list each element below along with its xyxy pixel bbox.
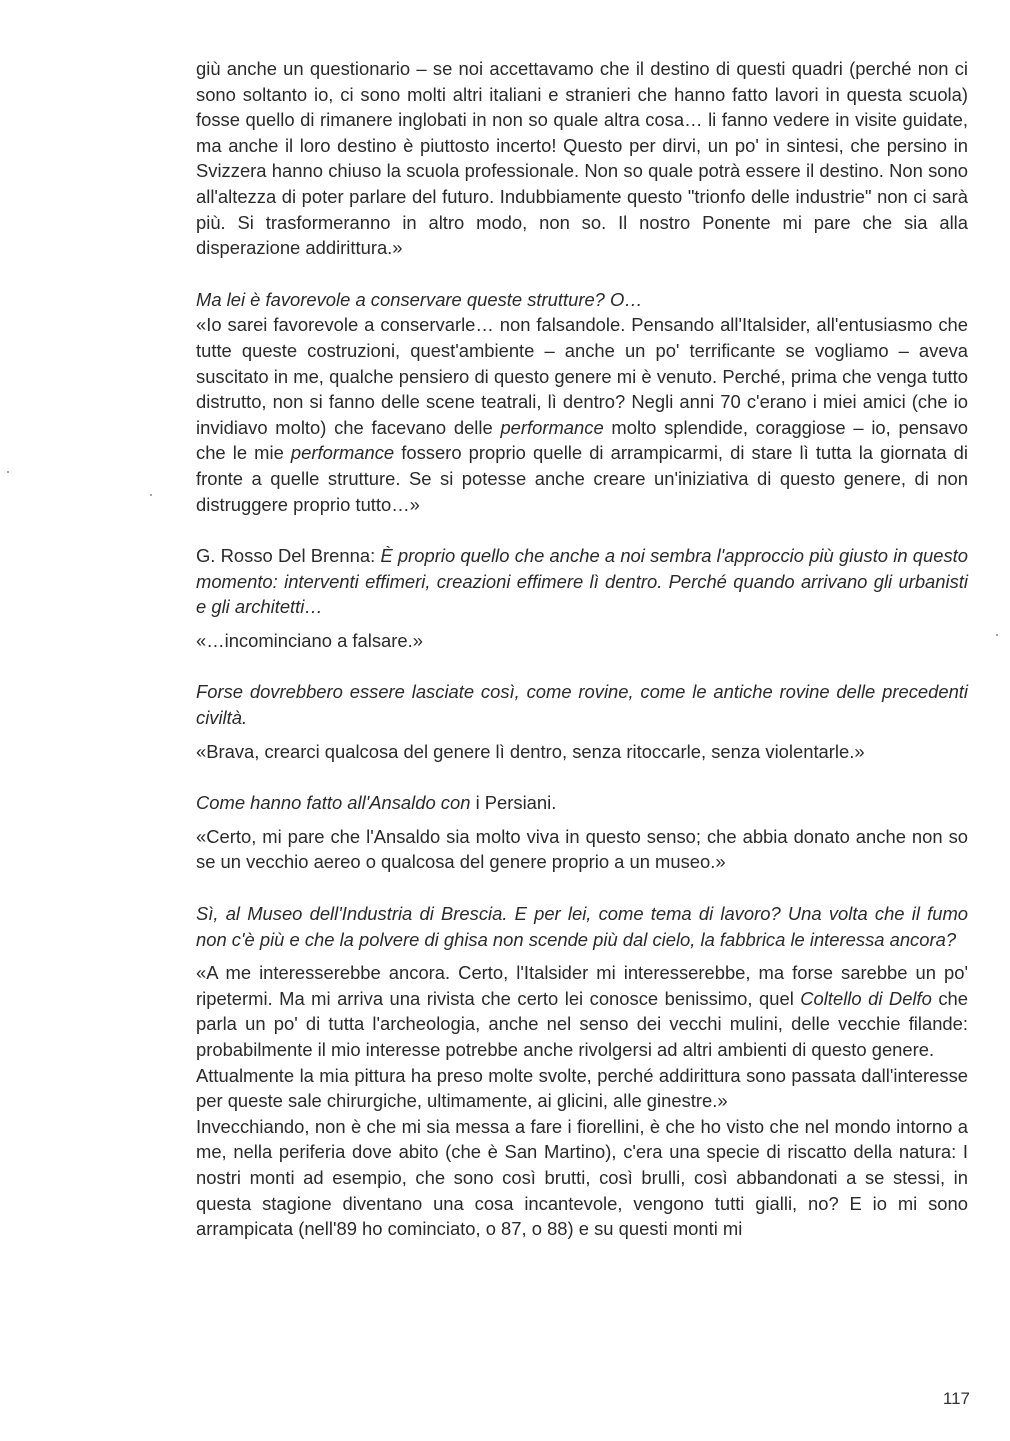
margin-mark	[996, 634, 998, 636]
speaker-name: G. Rosso Del Brenna:	[196, 545, 381, 567]
answer-emphasis: performance	[500, 416, 604, 438]
answer-emphasis: Coltello di Delfo	[800, 987, 932, 1009]
question-ephemeral	[196, 543, 968, 620]
answer-text: «A me interesserebbe ancora. Certo, l'Italsider mi interesserebbe, ma forse sarebbe un po' ripetermi. Ma mi arriva una rivista che certo lei conosce benissimo, quel	[196, 962, 968, 1009]
answer-painting-turns: Attualmente la mia pittura ha preso molte svolte, perché addirittura sono passata dall'interesse per queste sale chirurgiche, ultimamente, ai glicini, alle ginestre.»	[196, 1064, 968, 1112]
question-text: È proprio quello che anche a noi sembra l'approccio più giusto in questo momento: interventi effimeri, creazioni effimere lì dentro. Perché quando arrivano gli urbanisti e gli architetti…	[196, 545, 968, 618]
question-ruins: Forse dovrebbero essere lasciate così, come rovine, come le antiche rovine delle precedenti civiltà.	[196, 681, 968, 729]
answer-text: che parla un po' di tutta l'archeologia, anche nel senso dei vecchi mulini, delle vecchie filande: probabilmente il mio interesse potrebbe anche rivolgersi ad altri ambienti di questo genere.	[196, 987, 968, 1060]
question-conserve-structures: Ma lei è favorevole a conservare queste strutture? O…	[196, 288, 643, 310]
answer-nature: Invecchiando, non è che mi sia messa a fare i fiorellini, è che ho visto che nel mondo intorno a me, nella periferia dove abito (che è San Martino), c'era una specie di riscatto della natura: I nostri monti ad esempio, che sono così brutti, così brulli, così abbandonati a se stessi, in questa stagione diventano una cosa incantevole, vengono tutti gialli, no? E io mi sono arrampicata (nell'89 ho cominciato, o 87, o 88) e su questi monti mi	[196, 1115, 968, 1240]
page-body	[196, 56, 968, 1242]
answer-emphasis: performance	[290, 442, 395, 464]
answer-museum	[196, 960, 968, 1062]
answer-ansaldo: «Certo, mi pare che l'Ansaldo sia molto viva in questo senso; che abbia donato anche non so se un vecchio aereo o qualcosa del genere proprio a un museo.»	[196, 825, 968, 873]
question-text: Come hanno fatto all'Ansaldo con	[196, 792, 471, 814]
answer-conserve-structures	[196, 312, 968, 517]
answer-text: fossero proprio quelle di arrampicarmi, di stare lì tutta la giornata di fronte a quelle strutture. Se si potesse anche creare un'iniziativa di questo genere, di non distruggere proprio tutto…»	[196, 442, 968, 515]
answer-ephemeral: «…incominciano a falsare.»	[196, 629, 423, 651]
question-text: i Persiani.	[470, 792, 557, 814]
question-museum: Sì, al Museo dell'Industria di Brescia. E per lei, come tema di lavoro? Una volta che il fumo non c'è più e che la polvere di ghisa non scende più dal cielo, la fabbrica le interessa ancora?	[196, 903, 968, 950]
question-ansaldo	[196, 790, 968, 816]
answer-text: «Io sarei favorevole a conservarle… non falsandole. Pensando all'Italsider, all'entusiasmo che tutte queste costruzioni, quest'ambiente – anche un po' terrificante se vogliamo – aveva suscitato in me, qualche pensiero di questo genere mi è venuto. Perché, prima che venga tutto distrutto, non si fanno delle scene teatrali, lì dentro? Negli anni 70 c'erano i miei amici (che io invidiavo molto) che facevano delle	[196, 314, 968, 438]
paragraph-answer-continued: giù anche un questionario – se noi accettavamo che il destino di questi quadri (perché non ci sono soltanto io, ci sono molti altri italiani e stranieri che hanno fatto lavori in questa scuola) fosse quello di rimanere inglobati in non so quale altra cosa… li fanno vedere in visite guidate, ma anche il loro destino è piuttosto incerto! Questo per dirvi, un po' in sintesi, che persino in Svizzera hanno chiuso la scuola professionale. Non so quale potrà essere il destino. Non sono all'altezza di poter parlare del futuro. Indubbiamente questo "trionfo delle industrie" non ci sarà più. Si trasformeranno in altro modo, non so. Il nostro Ponente mi pare che sia alla disperazione addirittura.»	[196, 58, 968, 259]
page-number: 117	[942, 1389, 970, 1408]
margin-mark	[150, 494, 152, 496]
answer-ruins: «Brava, crearci qualcosa del genere lì dentro, senza ritoccarle, senza violentarle.»	[196, 740, 865, 762]
margin-mark	[7, 471, 9, 473]
answer-text: molto splendide, coraggiose – io, pensavo che le mie	[196, 416, 969, 464]
